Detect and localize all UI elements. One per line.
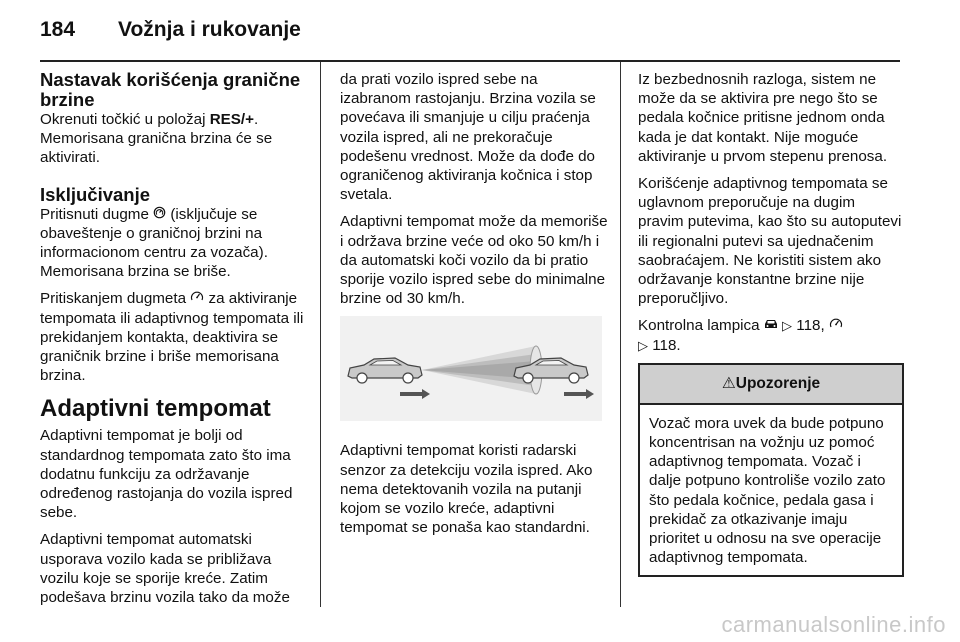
- text: . Memorisana granična brzina će se aktivirati.: [40, 111, 273, 167]
- ego-car-icon: [348, 358, 422, 383]
- direction-arrow-icon: [400, 389, 430, 399]
- warning-triangle-icon: ⚠: [721, 374, 736, 392]
- column-divider-1: [320, 62, 321, 607]
- paragraph: [40, 110, 308, 168]
- text: (isključuje se obaveštenje o graničnoj brzini na informacionom centru za vozača). Memorisana brzina se briše.: [40, 205, 268, 281]
- paragraph: [40, 205, 308, 282]
- paragraph: Adaptivni tempomat je bolji od standardnog tempomata zato što ima dodatnu funkciju za održavanje određenog rastojanja do vozila ispred sebe.: [40, 427, 293, 522]
- chapter-title: Vožnja i rukovanje: [118, 18, 301, 41]
- radar-illustration: [340, 316, 602, 421]
- text: Pritiskanjem dugmeta: [40, 290, 191, 308]
- page-number: 184: [40, 18, 76, 41]
- text: za aktiviranje tempomata ili adaptivnog tempomata ili prekidanjem kontakta, deaktivira se graničnik brzine i briše memorisana brzina.: [40, 290, 304, 385]
- page-reference-icon: ▷: [638, 337, 648, 353]
- section-heading-resume: Nastavak korišćenja granične brzine: [40, 69, 301, 110]
- cruise-control-icon: [829, 316, 843, 335]
- column-3: [638, 70, 904, 577]
- text: Kontrolna lampica: [638, 317, 764, 335]
- paragraph: da prati vozilo ispred sebe na izabranom rastojanju. Brzina vozila se povećava ili smanjuje u cilju praćenja vozila ispred, ali ne prekoračuje podešenu vrednost. Može da dođe do ograničenog aktiviranja kočnica i stop svetala.: [340, 71, 596, 204]
- warning-title: Upozorenje: [735, 374, 821, 392]
- section-heading-acc: Adaptivni tempomat: [40, 395, 271, 423]
- direction-arrow-icon: [564, 389, 594, 399]
- header-rule: [40, 60, 900, 62]
- vehicle-ahead-indicator-icon: [764, 316, 778, 335]
- paragraph: Iz bezbednosnih razloga, sistem ne može da se aktivira pre nego što se pedala kočnice pritisne jednom onda kada je dat kontakt. Nije moguće aktiviranje u prvom stepenu prenosa.: [638, 71, 888, 165]
- paragraph: Adaptivni tempomat automatski usporava vozilo kada se približava vozilu koje se sporije kreće. Zatim podešava brzinu vozila tako da može: [40, 531, 290, 607]
- text: Okrenuti točkić u položaj: [40, 111, 210, 128]
- cruise-control-icon: [190, 289, 204, 308]
- paragraph: [40, 289, 308, 385]
- page-reference: 118,: [792, 317, 829, 335]
- warning-text: Vozač mora uvek da bude potpuno koncentrisan na vožnju uz pomoć adaptivnog tempomata. Vozač i dalje potpuno kontroliše vozilo zato što pedala kočnice, pedala gasa i prekidač za otkazivanje imaju prioritet u odnosu na sve operacije adaptivnog tempomata.: [649, 414, 886, 567]
- warning-header: [640, 365, 902, 405]
- watermark[interactable]: carmanualsonline.info: [721, 612, 946, 637]
- page-reference-icon: ▷: [782, 318, 793, 334]
- paragraph: Adaptivni tempomat koristi radarski senzor za detekciju vozila ispred. Ako nema detektovanih vozila na putanji kojom se vozilo kreće, adaptivni tempomat se ponaša kao standardni.: [340, 442, 593, 537]
- text: Pritisnuti dugme: [40, 205, 154, 223]
- column-divider-2: [620, 62, 621, 607]
- res-control-label: RES/+: [209, 111, 255, 128]
- column-1: [40, 70, 308, 615]
- paragraph: [638, 316, 904, 354]
- warning-box: [638, 363, 904, 578]
- column-2: [340, 70, 610, 545]
- section-heading-off: Isključivanje: [40, 183, 151, 205]
- speed-limiter-button-icon: [153, 205, 166, 224]
- paragraph: Adaptivni tempomat može da memoriše i održava brzine veće od oko 50 km/h i da automatski koči vozilo da bi pratio sporije vozilo ispred sebe do minimalne brzine od 30 km/h.: [340, 213, 608, 308]
- page-reference: 118.: [648, 336, 681, 354]
- paragraph: Korišćenje adaptivnog tempomata se uglavnom preporučuje na dugim pravim putevima, kao što su autoputevi ili regionalni putevi sa ujednačenim saobraćajem. Ne koristiti sistem ako održavanje konstantne brzine nije preporučljivo.: [638, 175, 902, 308]
